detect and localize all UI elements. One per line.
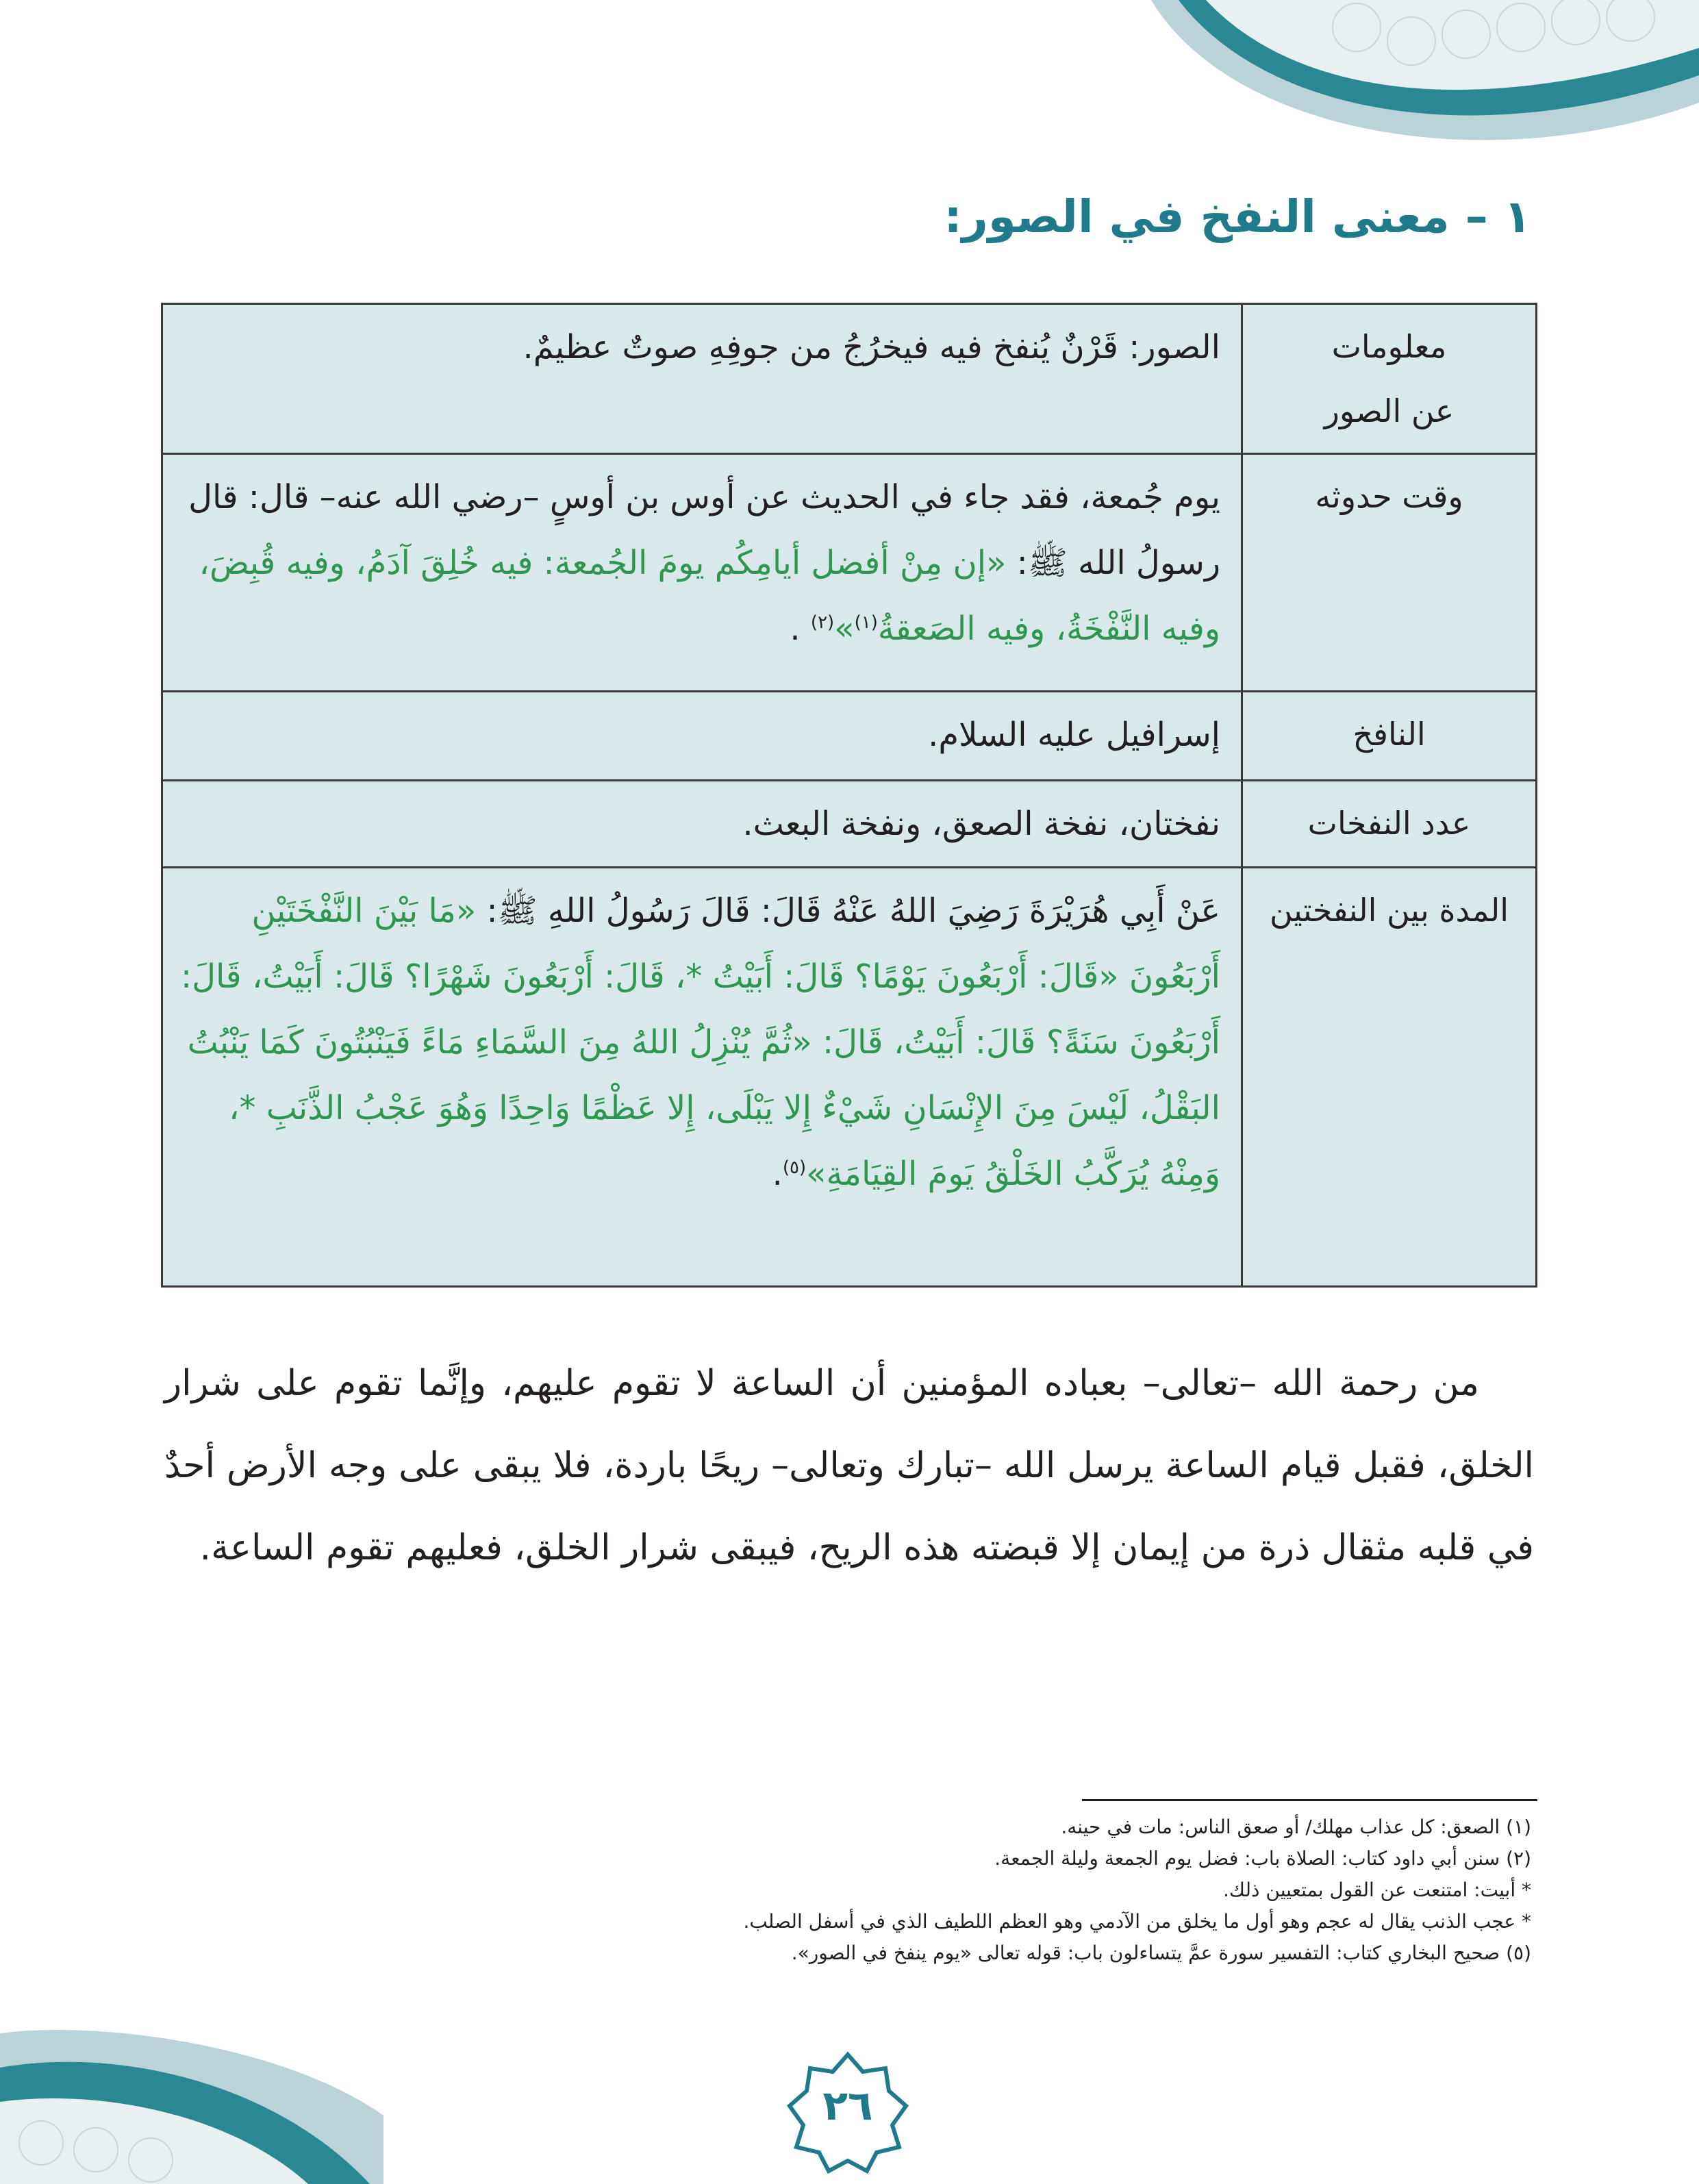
row-label: عدد النفخات: [1242, 781, 1537, 868]
row-content: إسرافيل عليه السلام.: [162, 692, 1242, 781]
hadith-quote: «مَا بَيْنَ النَّفْخَتَيْنِ أَرْبَعُونَ «قَالَ: أَرْبَعُونَ يَوْمًا؟ قَالَ: أَبَيْتُ *، قَالَ: أَرْبَعُونَ شَهْرًا؟ قَالَ: أَبَيْتُ، قَالَ: أَرْبَعُونَ سَنَةً؟ قَالَ: أَبَيْتُ، قَالَ: «ثُمَّ يُنْزِلُ اللهُ مِنَ السَّمَاءِ مَاءً فَيَنْبُتُونَ كَمَا يَنْبُتُ البَقْلُ، لَيْسَ مِنَ الإِنْسَانِ شَيْءٌ إِلا يَبْلَى، إِلا عَظْمًا وَاحِدًا وَهُوَ عَجْبُ الذَّنَبِ *، وَمِنْهُ يُرَكَّبُ الخَلْقُ يَومَ القِيَامَةِ»: [181, 892, 1220, 1193]
table-row: [162, 692, 1537, 781]
footnote-ref: (٢): [810, 612, 835, 633]
row-label: النافخ: [1242, 692, 1537, 781]
row-label-line: معلومات: [1331, 328, 1447, 365]
row-content: نفختان، نفخة الصعق، ونفخة البعث.: [162, 781, 1242, 868]
footnote-divider: [1082, 1799, 1537, 1801]
section-title: ١ – معنى النفخ في الصور:: [944, 190, 1531, 243]
row-label-line: عن الصور: [1324, 392, 1455, 429]
footnote: (٢) سنن أبي داود كتاب: الصلاة باب: فضل يوم الجمعة وليلة الجمعة.: [994, 1847, 1531, 1870]
info-table: [161, 303, 1537, 1288]
hadith-intro: عَنْ أَبِي هُرَيْرَةَ رَضِيَ اللهُ عَنْهُ قَالَ: قَالَ رَسُولُ اللهِ ﷺ:: [476, 892, 1220, 930]
footnote: (٥) صحيح البخاري كتاب: التفسير سورة عمَّ يتساءلون باب: قوله تعالى «يوم ينفخ في الصور».: [791, 1942, 1531, 1964]
body-paragraph: من رحمة الله –تعالى– بعباده المؤمنين أن الساعة لا تقوم عليهم، وإنَّما تقوم على شرار الخلق، فقبل قيام الساعة يرسل الله –تبارك وتعالى– ريحًا باردة، فلا يبقى على وجه الأرض أحدٌ في قلبه مثقال ذرة من إيمان إلا قبضته هذه الريح، فيبقى شرار الخلق، فعليهم تقوم الساعة.: [164, 1363, 1534, 1568]
top-decoration: [1151, 0, 1699, 164]
row-content: الصور: قَرْنٌ يُنفخ فيه فيخرُجُ من جوفِهِ صوتٌ عظيمٌ.: [162, 304, 1242, 454]
row-label: المدة بين النفختين: [1242, 868, 1537, 1287]
row-content: [162, 868, 1242, 1287]
footnote: (١) الصعق: كل عذاب مهلك/ أو صعق الناس: مات في حينه.: [1061, 1816, 1531, 1838]
footnotes: [572, 1811, 1531, 1969]
sentence-end: .: [772, 1155, 783, 1193]
footnote: * عجب الذنب يقال له عجم وهو أول ما يخلق من الآدمي وهو العظم اللطيف الذي في أسفل الصلب.: [743, 1910, 1531, 1933]
page-number: ٢٦: [822, 2082, 873, 2130]
footnote: * أبيت: امتنعت عن القول بمتعيين ذلك.: [1223, 1879, 1531, 1901]
footnote-ref: (١): [854, 612, 878, 633]
table-row: [162, 454, 1537, 692]
row-content: [162, 454, 1242, 692]
table-row: [162, 781, 1537, 868]
table-row: [162, 868, 1537, 1287]
hadith-quote: «إن مِنْ أفضل أيامِكُم يومَ الجُمعة: فيه خُلِقَ آدَمُ، وفيه قُبِضَ، وفيه النَّفْخَةُ، وفيه الصَعقةُ: [199, 544, 1220, 648]
footnote-ref: (٥): [782, 1157, 807, 1178]
bottom-decoration: [0, 2006, 383, 2184]
quote-close: »: [834, 610, 855, 648]
table-row: [162, 304, 1537, 454]
row-label: [1242, 304, 1537, 454]
row-label: وقت حدوثه: [1242, 454, 1537, 692]
hadith-intro: يوم جُمعة، فقد جاء في الحديث عن أوس بن أوسٍ –رضي الله عنه– قال: قال رسولُ الله ﷺ:: [188, 478, 1220, 582]
sentence-end: .: [790, 610, 811, 648]
